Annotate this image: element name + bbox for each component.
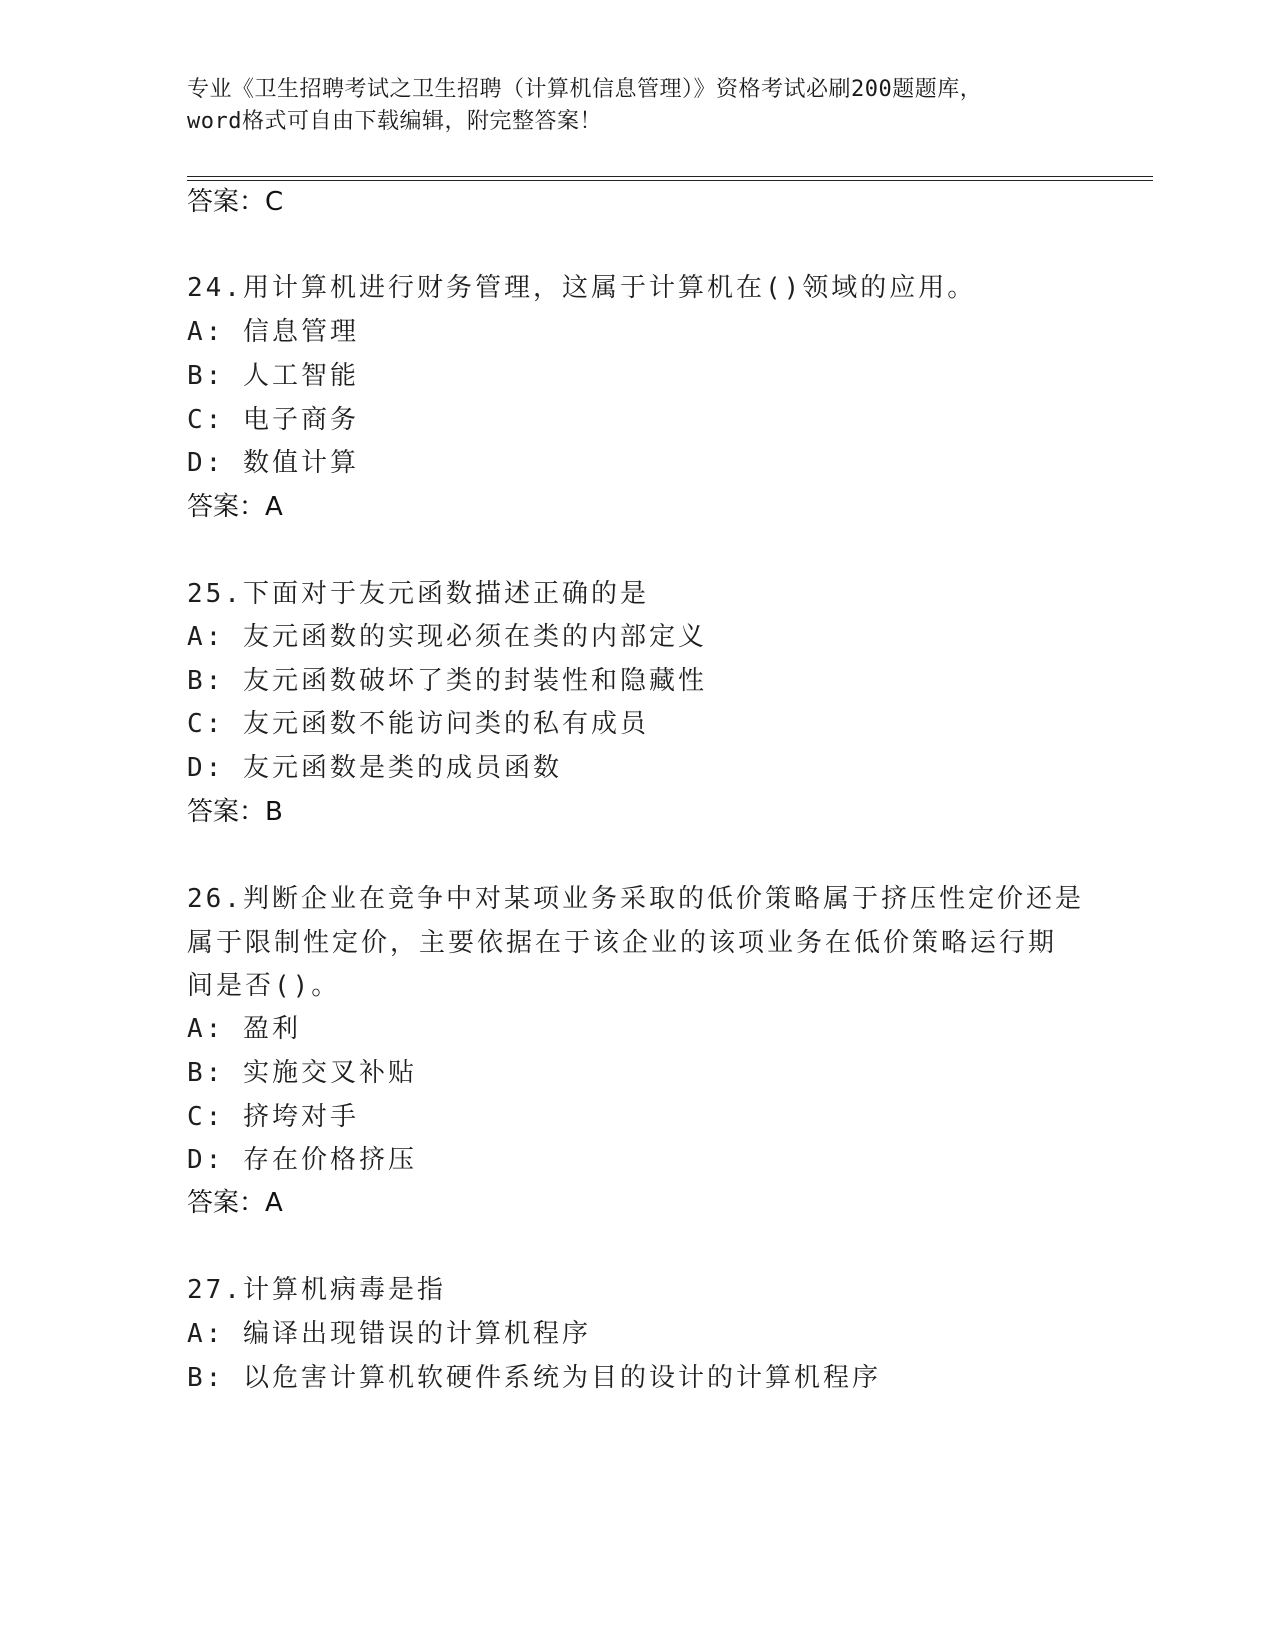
header-divider [187, 176, 1153, 181]
answer-line: 答案：B [187, 797, 283, 827]
option-a: A: 编译出现错误的计算机程序 [187, 1319, 591, 1349]
option-a: A: 友元函数的实现必须在类的内部定义 [187, 622, 707, 652]
option-c: C: 友元函数不能访问类的私有成员 [187, 709, 649, 739]
answer-line: 答案：C [187, 187, 284, 217]
option-a: A: 盈利 [187, 1014, 301, 1044]
option-b: B: 以危害计算机软硬件系统为目的设计的计算机程序 [187, 1363, 881, 1393]
option-b: B: 友元函数破坏了类的封装性和隐藏性 [187, 666, 707, 696]
option-b: B: 人工智能 [187, 361, 359, 391]
question-stem: 27.计算机病毒是指 [187, 1275, 446, 1305]
option-c: C: 电子商务 [187, 405, 359, 435]
answer-line: 答案：A [187, 1188, 283, 1218]
option-a: A: 信息管理 [187, 317, 359, 347]
option-b: B: 实施交叉补贴 [187, 1058, 417, 1088]
answer-line: 答案：A [187, 492, 283, 522]
question-stem: 25.下面对于友元函数描述正确的是 [187, 579, 649, 609]
option-d: D: 数值计算 [187, 448, 359, 478]
question-stem-cont: 属于限制性定价，主要依据在于该企业的该项业务在低价策略运行期 [187, 928, 1058, 958]
option-d: D: 友元函数是类的成员函数 [187, 753, 562, 783]
option-c: C: 挤垮对手 [187, 1102, 359, 1132]
question-stem: 24.用计算机进行财务管理，这属于计算机在()领域的应用。 [187, 273, 977, 303]
document-header [187, 74, 1087, 138]
question-stem: 26.判断企业在竞争中对某项业务采取的低价策略属于挤压性定价还是 [187, 884, 1084, 914]
question-stem-cont: 间是否()。 [187, 971, 341, 1001]
header-line-2: word格式可自由下载编辑，附完整答案！ [187, 109, 602, 134]
option-d: D: 存在价格挤压 [187, 1145, 417, 1175]
header-line-1: 专业《卫生招聘考试之卫生招聘（计算机信息管理）》资格考试必刷200题题库， [187, 77, 983, 102]
